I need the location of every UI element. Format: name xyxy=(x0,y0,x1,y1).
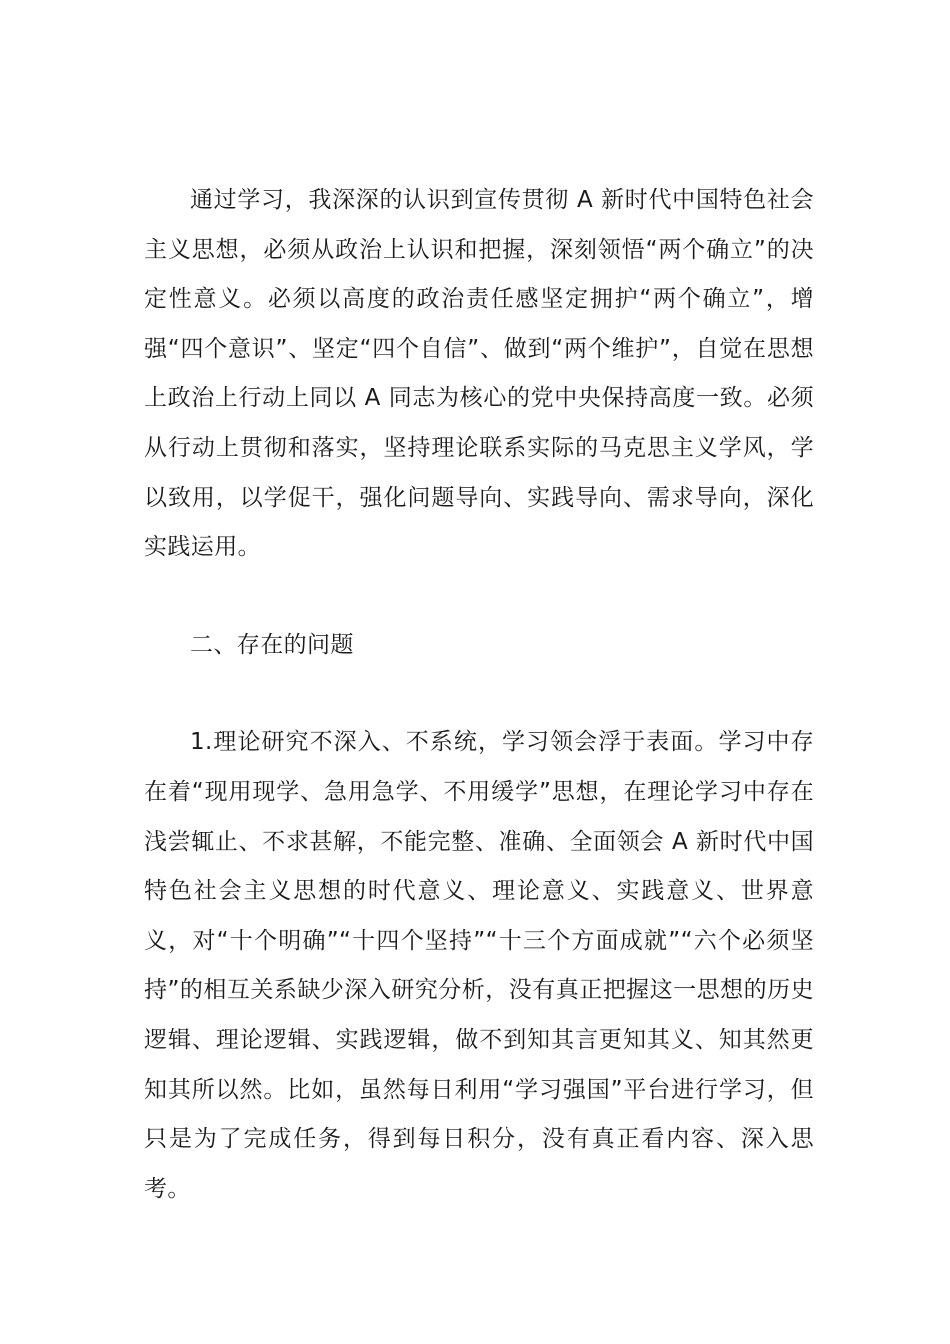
body-paragraph-problem-1: 1.理论研究不深入、不系统，学习领会浮于表面。学习中存在着“现用现学、急用急学、不用缓学”思想，在理论学习中存在浅尝辄止、不求甚解，不能完整、准确、全面领会 A 新时代中国特色社会主义思想的时代意义、理论意义、实践意义、世界意义，对“十个明确”“十四个坚持”“十三个方面成就”“六个必须坚持”的相互关系缺少深入研究分析，没有真正把握这一思想的历史逻辑、理论逻辑、实践逻辑，做不到知其言更知其义、知其然更知其所以然。比如，虽然每日利用“学习强国”平台进行学习，但只是为了完成任务，得到每日积分，没有真正看内容、深入思考。 xyxy=(144,729,814,1202)
body-paragraph-study-reflection: 通过学习，我深深的认识到宣传贯彻 A 新时代中国特色社会主义思想，必须从政治上认识和把握，深刻领悟“两个确立”的决定性意义。必须以高度的政治责任感坚定拥护“两个确立”，增强“四个意识”、坚定“四个自信”、做到“两个维护”，自觉在思想上政治上行动上同以 A 同志为核心的党中央保持高度一致。必须从行动上贯彻和落实，坚持理论联系实际的马克思主义学风，学以致用，以学促干，强化问题导向、实践导向、需求导向，深化实践运用。 xyxy=(144,187,814,561)
section-heading: 二、存在的问题 xyxy=(190,631,354,658)
document-body xyxy=(144,176,814,1214)
